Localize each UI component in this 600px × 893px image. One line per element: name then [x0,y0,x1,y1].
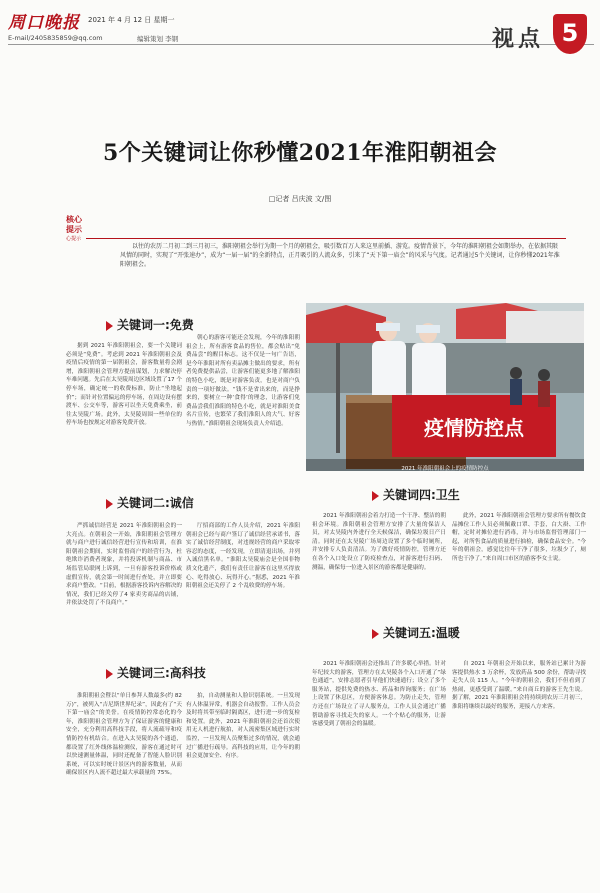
keyword-heading: 关键词四:卫生 [372,486,460,503]
issue-date: 2021 年 4 月 12 日 星期一 [88,16,175,24]
body-column [66,342,182,490]
paragraph: 2021 年淮阳朝祖会着力打造一个干净、整洁的朝祖会环境。淮阳朝祖会管理方安排了大量的保洁人员，对太昊陵内外进行全天候保洁，确保垃圾日产日清。同时还在太昊陵广场周边设置了多个临时厕所，并安排专人负责清洁。为了做好疫情防控，管理方还在各个入口处设立了防疫检查点，对游客进行扫码、测温，确保每一位进入景区的游客都是健康的。 [312,513,446,571]
lead-divider [86,238,566,239]
keyword-heading: 关键词一:免费 [106,316,194,333]
lead-tag-label: 核心提示 [66,214,82,234]
body-column [452,512,586,618]
keyword-heading: 关键词三:高科技 [106,664,206,681]
photo-caption: 2021 年淮阳朝祖会上的疫情防控点 [401,466,489,472]
lead-paragraph: 以往的农历二月初二到三月初三，淮阳朝祖会举行为期一个月的朝祖会，吸引数百万人来这里前插、游览。疫情背景下，今年的淮阳朝祖会如期举办，在依据其限风情的同时，实现了“开张速办”，成为“一届一届”的全新特点，正月吸引的人流众多，引来了“天下第一庙会”的风采与气度。记者通过5个关键词，让你秒懂2021年淮阳朝祖会。 [120,243,560,268]
paragraph: 自 2021 年朝祖会开始以来，服务站已累计为游客提供热水 3 万余杯，发放药品 500 余份，帮助寻找走失人员 115 人。“今年的朝祖会，我们不但看到了热闹，更感受到了温暖。”来自商丘的游客王先生说。据了解，2021 年淮阳朝祖会将持续到农历三月初三，淮阳将继续以最好的服务，迎接八方来客。 [452,661,586,710]
keyword-heading: 关键词二:诚信 [106,494,194,511]
body-column [186,522,300,640]
body-column [66,522,182,640]
photo-illustration [306,303,584,471]
body-column [66,692,182,864]
body-column [186,334,300,490]
body-column [186,692,300,864]
sign-text: 疫情防控点 [424,416,524,440]
paragraph: 拍，自动测量和人脸识别系统。一旦发现有人体温异常，机器会自动报警。工作人员会及时将其带至临时隔离区，进行进一步的复检和处置。此外，2021 年淮阳朝祖会还首次使用无人机进行航拍，对人流密集区域进行实时监控，一旦发现人员聚集过多的情况，就会通过广播进行疏导。高科技的应用，让今年的朝祖会更加安全、有序。 [186,693,300,760]
paragraph: 此外，2021 年淮阳朝祖会管理方要求所有餐饮食品摊位工作人员必须佩戴口罩、手套，白大褂、工作帽，定时对摊位进行消毒，并与市场监督管理部门一起，对所售食品的质量进行抽检，确保食品安全。“今年的朝祖会，感觉比往年干净了很多，垃圾少了，厕所也干净了。”来自周口市区的游客李女士说。 [452,513,586,562]
paragraph: 严抓诚信经营是 2021 年淮阳朝祖会的一大亮点。在朝祖会一开始，淮阳朝祖会管理方就与商户进行诚信经营进行宣传和培训，在淮阳朝祖会期间，实时监督商户的经营行为，杜绝欺诈消费者现象，并将投诉机制与商品、市场监管局联网上诉到，一旦有游客投诉价格或虚假宣传，就会第一时间进行查处，并立即要求商户整改。“目前，根据游客投诉内容解决的情况，我们已经关停了4 家卖劣商品的店铺，并依法处罚了不良商户。” [66,523,182,607]
paragraph: 淮阳朝祖会暨以“单日参拜人数最多(约 82 万)”，被列入“吉尼斯世界纪录”，因此有了“天下第一庙会”的美誉。在疫情防控常态化的今年，淮阳朝祖会管理方为了保证游客的健康和安全，充分利用高科技手段，将人流疏导和疫情防控有机结合。在进入太昊陵的各个通道，都设置了红外线体温检测仪，游客在通过时可以快速测量体温，同时还配备了智能人脸识别系统，可以实时统计景区内的游客数量，从而确保景区内人流不超过最大承载量的 75%。 [66,693,182,777]
editor-credit: 编辑策划 李钢 [137,35,179,43]
body-column [312,512,446,618]
body-column [452,660,586,864]
section-name: 视点 [492,26,545,52]
keyword-heading: 关键词五:温暖 [372,624,460,641]
paragraph: 厅招商部的工作人员介绍，2021 年淮阳朝祖会已经与商户签订了诚信经营承诺书，落实了诚信经营制度，对违规经营的商户采取零容忍的态度，一经发现，立即清退出场，并列入诚信黑名单。“淮阳太昊陵庙会是全国非物质文化遗产，我们有责任让游客在这里买得放心、吃得放心、玩得开心。”据悉，2021 年淮阳朝祖会还关停了 2 个乱收费的停车场。 [186,523,300,590]
lead-tag [66,214,88,244]
article-title: 5个关键词让你秒懂2021年淮阳朝祖会 [102,140,498,166]
byline: □记者 吕庆波 文/图 [268,195,332,203]
page-number: 5 [553,14,587,54]
lead-tag-sub: 心提示 [66,236,82,242]
paragraph: 朝心的游客可能还会发现，今年的淮阳朝祖会上，所有游客食品的售位，都会贴出“免费品尝”的醒目标志。这不仅是一句广告语，是今年淮阳对所有卖品摊主做出的要求，所有者免费提供品尝，让游客们能更多地了解淮阳的特色小吃，既是对游客负责，也是对商户负责的一项好做法。“钱不是省出来的，而是挣来的，要树立一种‘食得’的理念，让游客们免费品尝我们淮阳的特色小吃，就是对淮阳美食名片宣传，也繁荣了我们淮阳人的大气、好客与热情。”淮阳朝祖会现场负责人介绍道。 [186,335,300,427]
contact-email: E-mail/2405835859@qq.com [8,34,103,42]
paragraph: 据到 2021 年淮阳朝祖会，要一个关键词必须是“免费”。考虑到 2021 年淮阳朝祖会及疫情后疫情的第一届朝祖会，游客数量将会剧增，淮阳朝祖会管理方提前谋划，力求解决停车难问题。先后在太昊陵周边区域设置了17 个停车场，确定统一的收费标准，防止“坐地起价”；而针对位置偏远的停车场，在周边设有摆渡车、公交车等，游客可以坐天免费乘坐，前往太昊陵广场。此外，太昊陵周围一些单位的停车场也按规定对游客免费开放。 [66,343,182,427]
body-column [312,660,446,864]
paragraph: 2021 年淮阳朝祖会还推出了许多暖心举措。针对年纪较大的游客，管理方在太昊陵各个入口开通了“绿色通道”，安排志愿者引导他们快速通行；设立了多个服务站，提供免费的热水、药品和咨询服务；在广场上设置了休息区，方便游客休息。为防止走失，管理方还在广场设立了寻人服务点，工作人员会通过广播帮助游客寻找走失的家人。一个个贴心的服务，让游客感受到了朝祖会的温暖。 [312,661,446,728]
masthead: 周口晚报 [8,13,80,33]
news-photo [306,303,584,471]
